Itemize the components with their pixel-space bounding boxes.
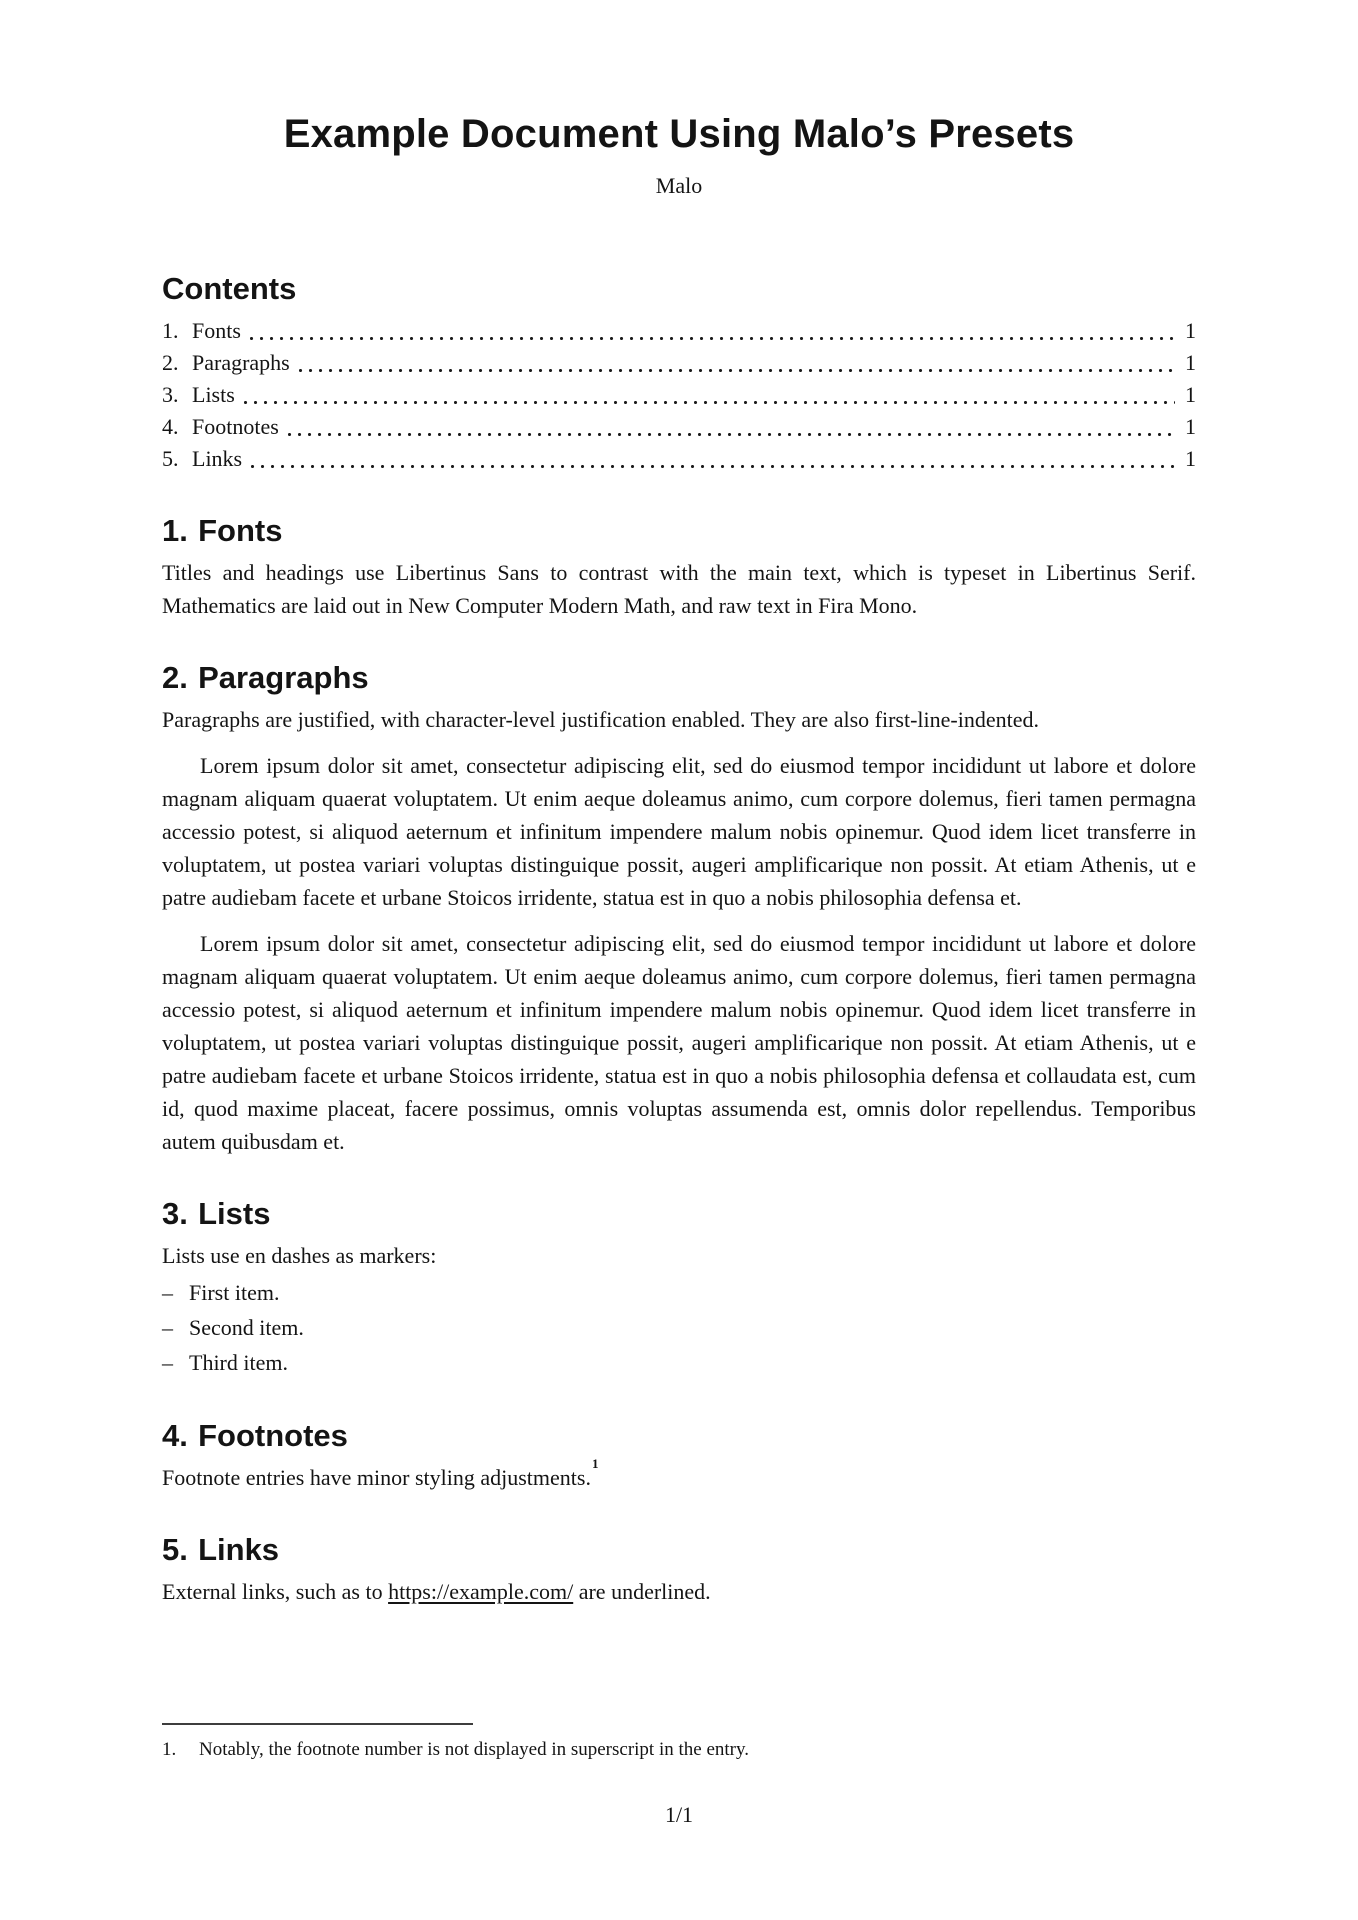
toc-entry-page: 1 xyxy=(1185,414,1196,439)
en-dash-marker: – xyxy=(162,1280,173,1305)
section-heading-lists xyxy=(162,1194,1196,1233)
toc-entry-number: 1. xyxy=(162,318,179,343)
section-number: 5. xyxy=(162,1532,188,1567)
table-of-contents xyxy=(162,315,1196,475)
toc-dotted-leader xyxy=(299,369,1175,372)
toc-entry-label: Footnotes xyxy=(192,414,279,439)
section-number: 1. xyxy=(162,513,188,548)
section-title: Lists xyxy=(198,1196,271,1231)
footnotes-body-text xyxy=(162,1455,1196,1494)
section-title: Fonts xyxy=(198,513,283,548)
toc-entry-page: 1 xyxy=(1185,350,1196,375)
page-content xyxy=(162,0,1196,1608)
toc-entry-label: Fonts xyxy=(192,318,241,343)
section-fonts xyxy=(162,511,1196,622)
dash-list xyxy=(162,1275,1196,1380)
footnote-entry-text: Notably, the footnote number is not displayed in superscript in the entry. xyxy=(199,1739,750,1760)
section-heading-links xyxy=(162,1530,1196,1569)
page-number-indicator: 1/1 xyxy=(664,1802,694,1827)
links-text-before: External links, such as to xyxy=(162,1579,389,1604)
section-number: 2. xyxy=(162,660,188,695)
toc-dotted-leader xyxy=(251,465,1175,468)
en-dash-marker: – xyxy=(162,1350,173,1375)
toc-dotted-leader xyxy=(244,401,1175,404)
toc-entry-lists[interactable] xyxy=(162,379,1196,411)
toc-entry-footnotes[interactable] xyxy=(162,411,1196,443)
section-number: 3. xyxy=(162,1196,188,1231)
footnotes-sentence: Footnote entries have minor styling adjustments. xyxy=(162,1465,591,1490)
section-title: Paragraphs xyxy=(198,660,369,695)
footnote-reference-superscript[interactable]: 1 xyxy=(591,1455,599,1471)
footnote-area xyxy=(162,1723,1196,1763)
toc-dotted-leader xyxy=(288,433,1175,436)
list-item xyxy=(162,1345,1196,1380)
list-item xyxy=(162,1310,1196,1345)
toc-entry-page: 1 xyxy=(1185,382,1196,407)
toc-entry-number: 5. xyxy=(162,446,179,471)
toc-entry-paragraphs[interactable] xyxy=(162,347,1196,379)
section-paragraphs xyxy=(162,658,1196,1158)
fonts-body-text: Titles and headings use Libertinus Sans to contrast with the main text, which is typeset in Libertinus Serif. Mathematics are laid out in New Computer Modern Math, and raw text in Fira Mono. xyxy=(162,560,1196,618)
section-title: Links xyxy=(198,1532,280,1567)
section-heading-fonts xyxy=(162,511,1196,550)
footnote-entry xyxy=(162,1736,1196,1763)
links-text-after: are underlined. xyxy=(573,1579,711,1604)
list-item xyxy=(162,1275,1196,1310)
section-lists xyxy=(162,1194,1196,1380)
list-item-text: First item. xyxy=(189,1280,280,1305)
section-heading-paragraphs xyxy=(162,658,1196,697)
toc-dotted-leader xyxy=(250,337,1175,340)
section-number: 4. xyxy=(162,1418,188,1453)
toc-entry-label: Links xyxy=(192,446,243,471)
en-dash-marker: – xyxy=(162,1315,173,1340)
lorem-paragraph-2: Lorem ipsum dolor sit amet, consectetur adipiscing elit, sed do eiusmod tempor incididunt ut labore et dolore magnam aliquam quaerat voluptatem. Ut enim aeque doleamus animo, cum corpore dolemus, fieri tamen permagna accessio potest, si aliquod aeternum et infinitum impendere malum nobis opinemur. Quod idem licet transferre in voluptatem, ut postea variari voluptas distinguique possit, augeri amplificarique non possit. At etiam Athenis, ut e patre audiebam facete et urbane Stoicos irridente, statua est in quo a nobis philosophia defensa et collaudata est, cum id, quod maxime placeat, facere possimus, omnis voluptas assumenda est, omnis dolor repellendus. Temporibus autem quibusdam et. xyxy=(162,931,1196,1154)
toc-entry-label: Lists xyxy=(192,382,235,407)
toc-entry-number: 3. xyxy=(162,382,179,407)
paragraphs-intro-text: Paragraphs are justified, with character-level justification enabled. They are also first-line-indented. xyxy=(162,707,1039,732)
section-title: Footnotes xyxy=(198,1418,348,1453)
toc-entry-label: Paragraphs xyxy=(192,350,290,375)
footnote-separator-rule xyxy=(162,1723,473,1725)
lists-intro-text: Lists use en dashes as markers: xyxy=(162,1243,437,1268)
list-item-text: Third item. xyxy=(189,1350,288,1375)
section-heading-footnotes xyxy=(162,1416,1196,1455)
external-link[interactable]: https://example.com/ xyxy=(388,1579,574,1604)
toc-entry-page: 1 xyxy=(1185,318,1196,343)
toc-entry-links[interactable] xyxy=(162,443,1196,475)
toc-entry-number: 2. xyxy=(162,350,179,375)
links-body-text xyxy=(162,1575,1196,1608)
document-title: Example Document Using Malo’s Presets xyxy=(283,112,1075,156)
section-footnotes xyxy=(162,1416,1196,1494)
lorem-paragraph-1: Lorem ipsum dolor sit amet, consectetur adipiscing elit, sed do eiusmod tempor incididunt ut labore et dolore magnam aliquam quaerat voluptatem. Ut enim aeque doleamus animo, cum corpore dolemus, fieri tamen permagna accessio potest, si aliquod aeternum et infinitum impendere malum nobis opinemur. Quod idem licet transferre in voluptatem, ut postea variari voluptas distinguique possit, augeri amplificarique non possit. At etiam Athenis, ut e patre audiebam facete et urbane Stoicos irridente, statua est in quo a nobis philosophia defensa et. xyxy=(162,753,1196,910)
toc-entry-fonts[interactable] xyxy=(162,315,1196,347)
section-links xyxy=(162,1530,1196,1608)
toc-entry-page: 1 xyxy=(1185,446,1196,471)
document-author: Malo xyxy=(655,173,703,198)
footnote-entry-number: 1. xyxy=(162,1739,177,1760)
toc-entry-number: 4. xyxy=(162,414,179,439)
list-item-text: Second item. xyxy=(189,1315,304,1340)
contents-heading: Contents xyxy=(162,271,297,306)
